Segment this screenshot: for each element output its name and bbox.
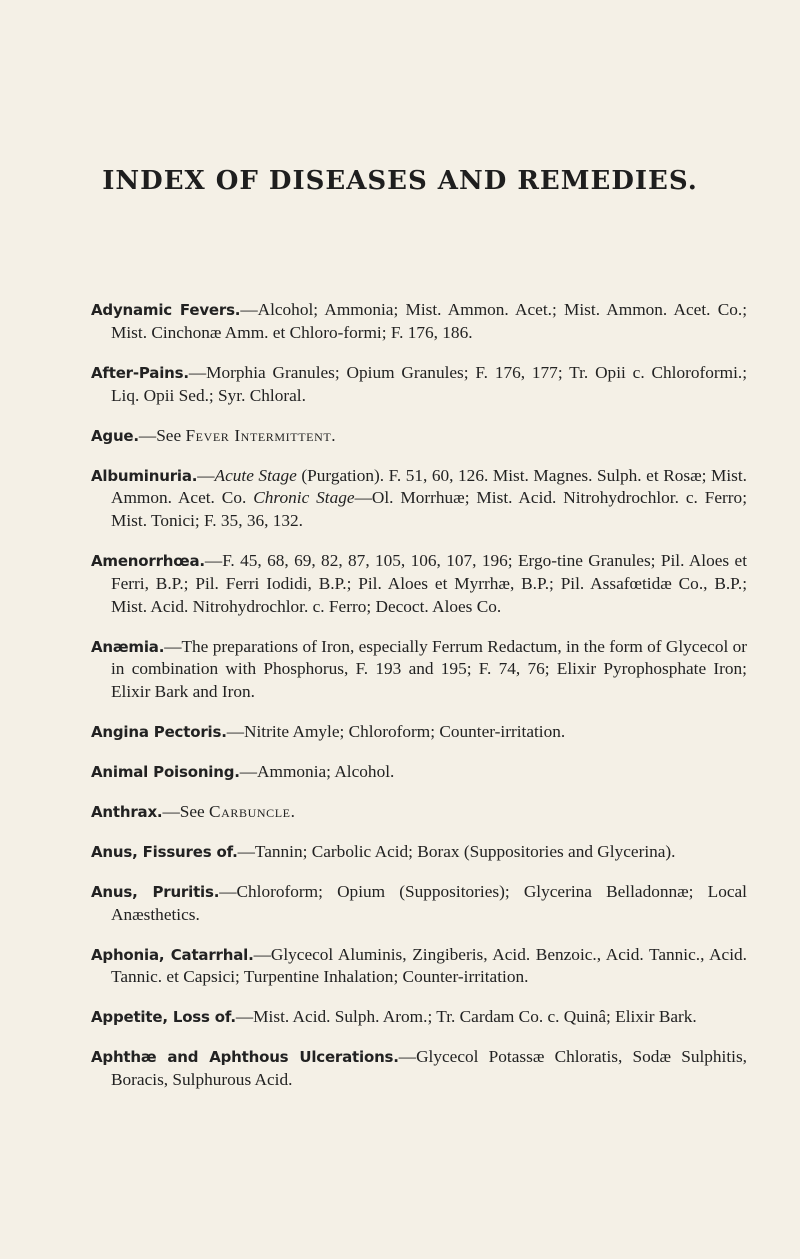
entry-heading: Anæmia. [91,637,165,656]
entry-heading: Aphonia, Catarrhal. [91,945,254,964]
entry-stage-label: Chronic Stage [253,488,355,508]
entry-text: —Chloroform; Opium (Suppositories); Glycerina Belladonnæ; Local Anæsthetics. [111,881,747,924]
index-entry [91,721,747,744]
entry-text: — [197,465,215,485]
page-title: INDEX OF DISEASES AND REMEDIES. [102,166,698,196]
entry-text: (Purgation). F. 51, 60, 126. Mist. Magnes. Sulph. et Rosæ; Mist. Ammon. Acet. Co. [111,465,747,508]
index-entry [91,465,747,533]
entry-heading: Animal Poisoning. [91,762,240,781]
entry-text: —F. 45, 68, 69, 82, 87, 105, 106, 107, 196; Ergo-tine Granules; Pil. Aloes et Ferri, B.P.; Pil. Ferri Iodidi, B.P.; Pil. Aloes et Myrrhæ, B.P.; Pil. Assafœtidæ Co., B.P.; Mist. Acid. Nitrohydrochlor. c. Ferro; Decoct. Aloes Co. [111,551,747,616]
entry-stage-label: Acute Stage [214,465,297,485]
entry-heading: Anthrax. [91,802,163,821]
index-entry [91,801,747,824]
entry-heading: Aphthæ and Aphthous Ulcerations. [91,1048,399,1067]
entry-text: —Morphia Granules; Opium Granules; F. 176, 177; Tr. Opii c. Chloroformi.; Liq. Opii Sed.; Syr. Chloral. [111,363,747,405]
index-entries [0,282,800,1103]
index-entry [91,299,747,344]
entry-text: —Alcohol; Ammonia; Mist. Ammon. Acet.; Mist. Ammon. Acet. Co.; Mist. Cinchonæ Amm. et Chloro-formi; F. 176, 186. [111,300,747,342]
index-entry [91,362,747,407]
entry-heading: Appetite, Loss of. [91,1008,236,1027]
entry-text: —The preparations of Iron, especially Ferrum Redactum, in the form of Glycecol or in combination with Phosphorus, F. 193 and 195; F. 74, 76; Elixir Pyrophosphate Iron; Elixir Bark and Iron. [111,636,747,701]
entry-heading: Ague. [91,426,139,445]
index-entry [91,761,747,784]
entry-text: —Glycecol Aluminis, Zingiberis, Acid. Benzoic., Acid. Tannic., Acid. Tannic. et Capsici; Turpentine Inhalation; Counter-irritation. [111,944,747,987]
entry-heading: Anus, Fissures of. [91,842,238,861]
entry-text: —Nitrite Amyle; Chloroform; Counter-irritation. [226,721,566,741]
index-entry [91,881,747,926]
index-entry [91,944,747,989]
entry-text: —Glycecol Potassæ Chloratis, Sodæ Sulphitis, Boracis, Sulphurous Acid. [111,1047,747,1090]
index-entry [91,1006,747,1029]
entry-heading: Angina Pectoris. [91,722,227,741]
index-entry [91,550,747,618]
entry-heading: After-Pains. [91,364,189,382]
index-entry [91,1046,747,1091]
index-entry [91,841,747,864]
entry-text: —Mist. Acid. Sulph. Arom.; Tr. Cardam Co. c. Quinâ; Elixir Bark. [235,1007,697,1027]
entry-heading: Albuminuria. [91,466,198,485]
entry-cross-reference: Carbuncle. [209,801,296,821]
entry-heading: Adynamic Fevers. [91,301,241,320]
entry-text: —Ol. Morrhuæ; Mist. Acid. Nitrohydrochlor. c. Ferro; Mist. Tonici; F. 35, 36, 132. [111,488,748,531]
entry-heading: Amenorrhœa. [91,552,205,571]
index-entry [91,425,747,448]
entry-text: —Tannin; Carbolic Acid; Borax (Suppositories and Glycerina). [237,841,676,861]
entry-text: —See [138,425,186,445]
index-entry [91,636,747,704]
entry-text: —See [162,801,209,821]
entry-text: —Ammonia; Alcohol. [239,761,395,781]
entry-heading: Anus, Pruritis. [91,882,220,901]
entry-cross-reference: Fever Intermittent. [185,425,337,445]
